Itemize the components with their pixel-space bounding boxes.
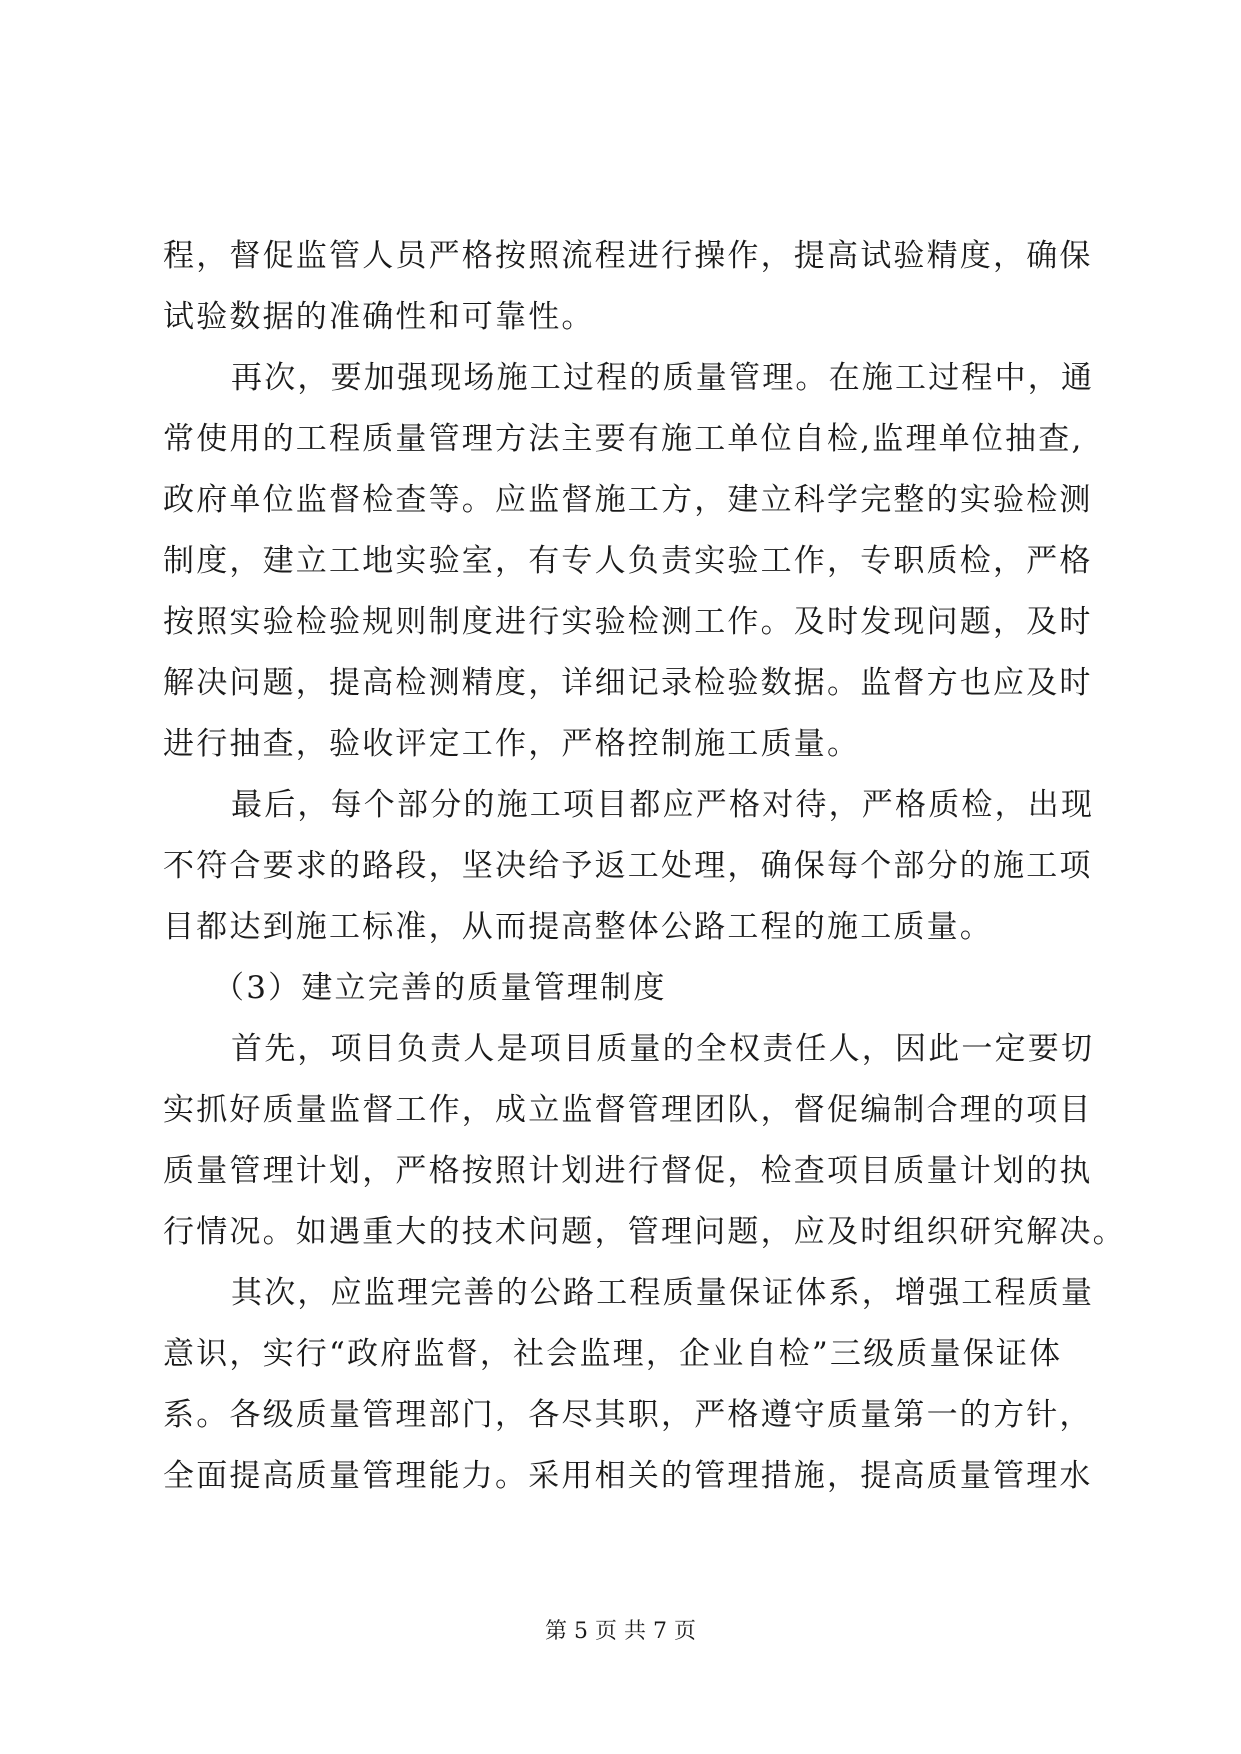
text-line: 制度，建立工地实验室，有专人负责实验工作，专职质检，严格 xyxy=(163,543,1093,579)
text-line: 系。各级质量管理部门，各尽其职，严格遵守质量第一的方针， xyxy=(163,1397,1093,1433)
document-body xyxy=(163,226,1126,1507)
text-line: 全面提高质量管理能力。采用相关的管理措施，提高质量管理水 xyxy=(163,1458,1093,1494)
text-line: 意识，实行“政府监督，社会监理，企业自检”三级质量保证体 xyxy=(163,1336,1063,1372)
paragraph-start-line: 首先，项目负责人是项目质量的全权责任人，因此一定要切 xyxy=(231,1031,1095,1067)
text-line: 程，督促监管人员严格按照流程进行操作，提高试验精度，确保 xyxy=(163,238,1093,274)
paragraph-start-line: 最后，每个部分的施工项目都应严格对待，严格质检，出现 xyxy=(231,787,1095,823)
text-line: 解决问题，提高检测精度，详细记录检验数据。监督方也应及时 xyxy=(163,665,1093,701)
text-line: 不符合要求的路段，坚决给予返工处理，确保每个部分的施工项 xyxy=(163,848,1093,884)
text-line: 常使用的工程质量管理方法主要有施工单位自检,监理单位抽查, xyxy=(163,421,1084,457)
text-line: 按照实验检验规则制度进行实验检测工作。及时发现问题，及时 xyxy=(163,604,1093,640)
paragraph-start-line: 其次，应监理完善的公路工程质量保证体系，增强工程质量 xyxy=(231,1275,1095,1311)
paragraph-start-line: 再次，要加强现场施工过程的质量管理。在施工过程中，通 xyxy=(231,360,1095,396)
text-line: 质量管理计划，严格按照计划进行督促，检查项目质量计划的执 xyxy=(163,1153,1093,1189)
text-line: 试验数据的准确性和可靠性。 xyxy=(163,299,595,335)
text-line: 行情况。如遇重大的技术问题，管理问题，应及时组织研究解决。 xyxy=(163,1214,1126,1250)
section-heading: （3）建立完善的质量管理制度 xyxy=(213,970,667,1006)
page-number-footer: 第 5 页 共 7 页 xyxy=(545,1619,696,1644)
text-line: 政府单位监督检查等。应监督施工方，建立科学完整的实验检测 xyxy=(163,482,1093,518)
text-line: 目都达到施工标准，从而提高整体公路工程的施工质量。 xyxy=(163,909,993,945)
text-line: 实抓好质量监督工作，成立监督管理团队，督促编制合理的项目 xyxy=(163,1092,1093,1128)
text-line: 进行抽查，验收评定工作，严格控制施工质量。 xyxy=(163,726,861,762)
